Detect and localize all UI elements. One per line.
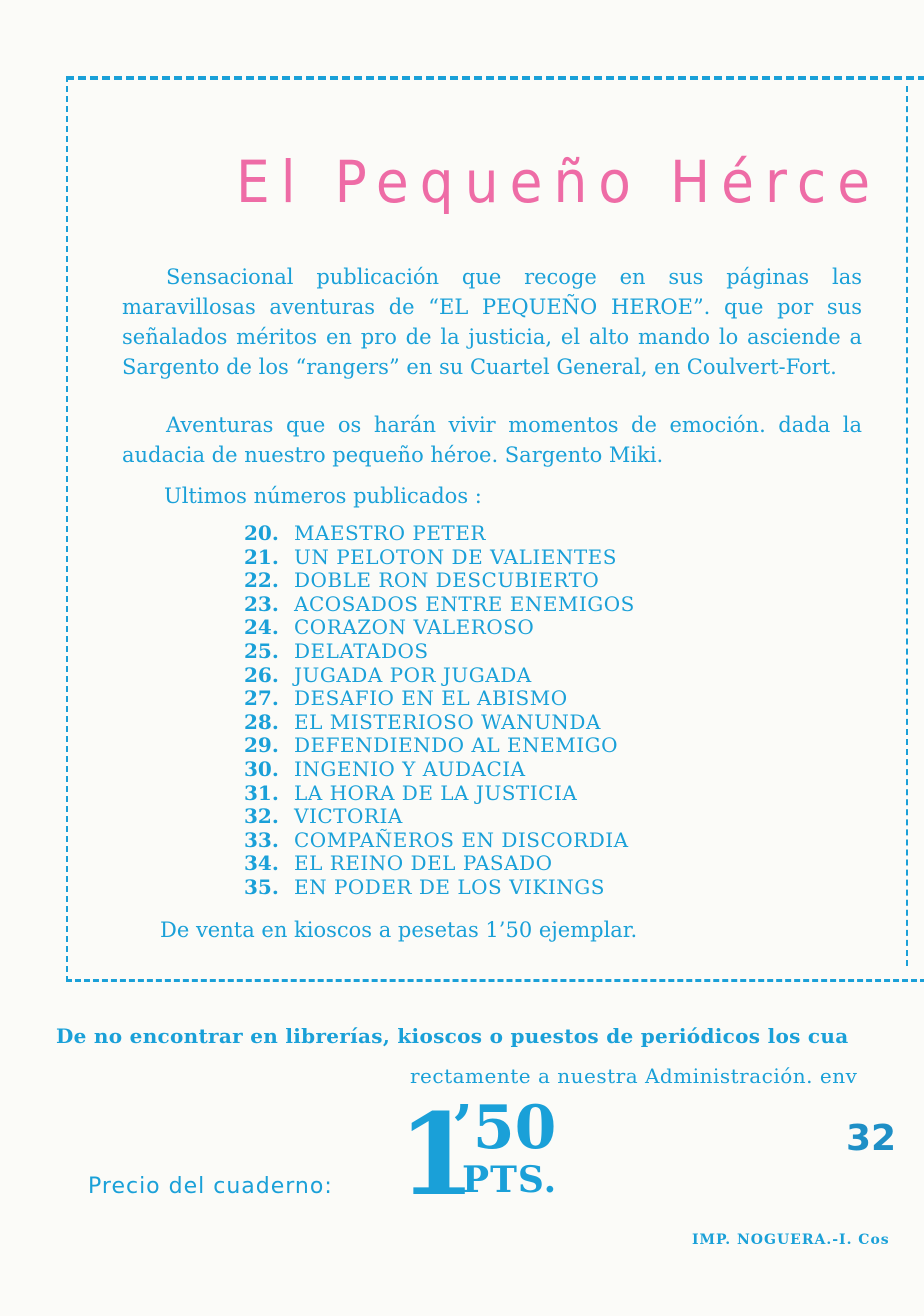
list-item <box>244 640 635 664</box>
list-item <box>244 546 635 570</box>
list-item <box>244 829 635 853</box>
border-frame-right <box>906 86 908 966</box>
list-heading: Ultimos números publicados : <box>164 484 482 508</box>
issue-number: 31. <box>244 780 279 805</box>
issue-number: 26. <box>244 662 279 687</box>
list-item <box>244 758 635 782</box>
issue-title: UN PELOTON DE VALIENTES <box>294 544 617 569</box>
issue-title: DOBLE RON DESCUBIERTO <box>294 568 600 593</box>
sale-info: De venta en kioscos a pesetas 1’50 ejemplar. <box>160 918 638 942</box>
printer-imprint: IMP. NOGUERA.-I. Cos <box>692 1232 890 1248</box>
issue-title: LA HORA DE LA JUSTICIA <box>294 780 578 805</box>
price-whole: 1 <box>398 1090 476 1221</box>
price-unit: PTS. <box>462 1159 558 1201</box>
issue-title: INGENIO Y AUDACIA <box>294 756 526 781</box>
issue-number: 21. <box>244 544 279 569</box>
issue-title: COMPAÑEROS EN DISCORDIA <box>294 827 629 852</box>
list-item <box>244 711 635 735</box>
issue-number: 32. <box>244 804 279 829</box>
issue-number: 35. <box>244 874 279 899</box>
list-item <box>244 805 635 829</box>
issue-title: DESAFIO EN EL ABISMO <box>294 686 568 711</box>
issue-title: DEFENDIENDO AL ENEMIGO <box>294 733 618 758</box>
issue-title: EL REINO DEL PASADO <box>294 851 553 876</box>
issue-title: JUGADA POR JUGADA <box>294 662 532 687</box>
issue-title: CORAZON VALEROSO <box>294 615 535 640</box>
notice-line-2: rectamente a nuestra Administración. env <box>410 1064 858 1088</box>
issue-title: EL MISTERIOSO WANUNDA <box>294 709 601 734</box>
price-decimal: ’50 <box>452 1093 557 1163</box>
issue-number: 29. <box>244 733 279 758</box>
list-item <box>244 687 635 711</box>
page-title: El Pequeño Hérce <box>236 148 882 216</box>
description-paragraph: Sensacional publicación que recoge en sus páginas las maravillosas aventuras de “EL PEQUEÑO HEROE”. que por sus señalados méritos en pro de la justicia, el alto mando lo asciende a Sargento de los “rangers” en su Cuartel General, en Coulvert-Fort. <box>122 265 862 379</box>
list-item <box>244 522 635 546</box>
adventures-paragraph: Aventuras que os harán vivir momentos de emoción. dada la audacia de nuestro pequeño héroe. Sargento Miki. <box>122 413 862 467</box>
price-label: Precio del cuaderno: <box>88 1174 333 1199</box>
page-number: 32 <box>846 1118 897 1159</box>
issue-number: 30. <box>244 756 279 781</box>
list-item <box>244 616 635 640</box>
issue-number: 24. <box>244 615 279 640</box>
issue-number: 33. <box>244 827 279 852</box>
notice-line-1: De no encontrar en librerías, kioscos o puestos de periódicos los cua <box>56 1024 849 1048</box>
list-item <box>244 664 635 688</box>
issue-number: 27. <box>244 686 279 711</box>
issue-title: VICTORIA <box>294 804 403 829</box>
issue-number: 22. <box>244 568 279 593</box>
issue-number: 28. <box>244 709 279 734</box>
issues-list <box>244 522 635 900</box>
issue-title: EN PODER DE LOS VIKINGS <box>294 874 605 899</box>
list-item <box>244 876 635 900</box>
list-item <box>244 569 635 593</box>
issue-title: DELATADOS <box>294 638 429 663</box>
list-item <box>244 782 635 806</box>
issue-title: ACOSADOS ENTRE ENEMIGOS <box>294 591 635 616</box>
issue-number: 25. <box>244 638 279 663</box>
list-item <box>244 593 635 617</box>
issue-title: MAESTRO PETER <box>294 521 486 545</box>
issue-number: 34. <box>244 851 279 876</box>
list-item <box>244 852 635 876</box>
issue-number: 20. <box>244 521 279 545</box>
list-item <box>244 734 635 758</box>
issue-number: 23. <box>244 591 279 616</box>
